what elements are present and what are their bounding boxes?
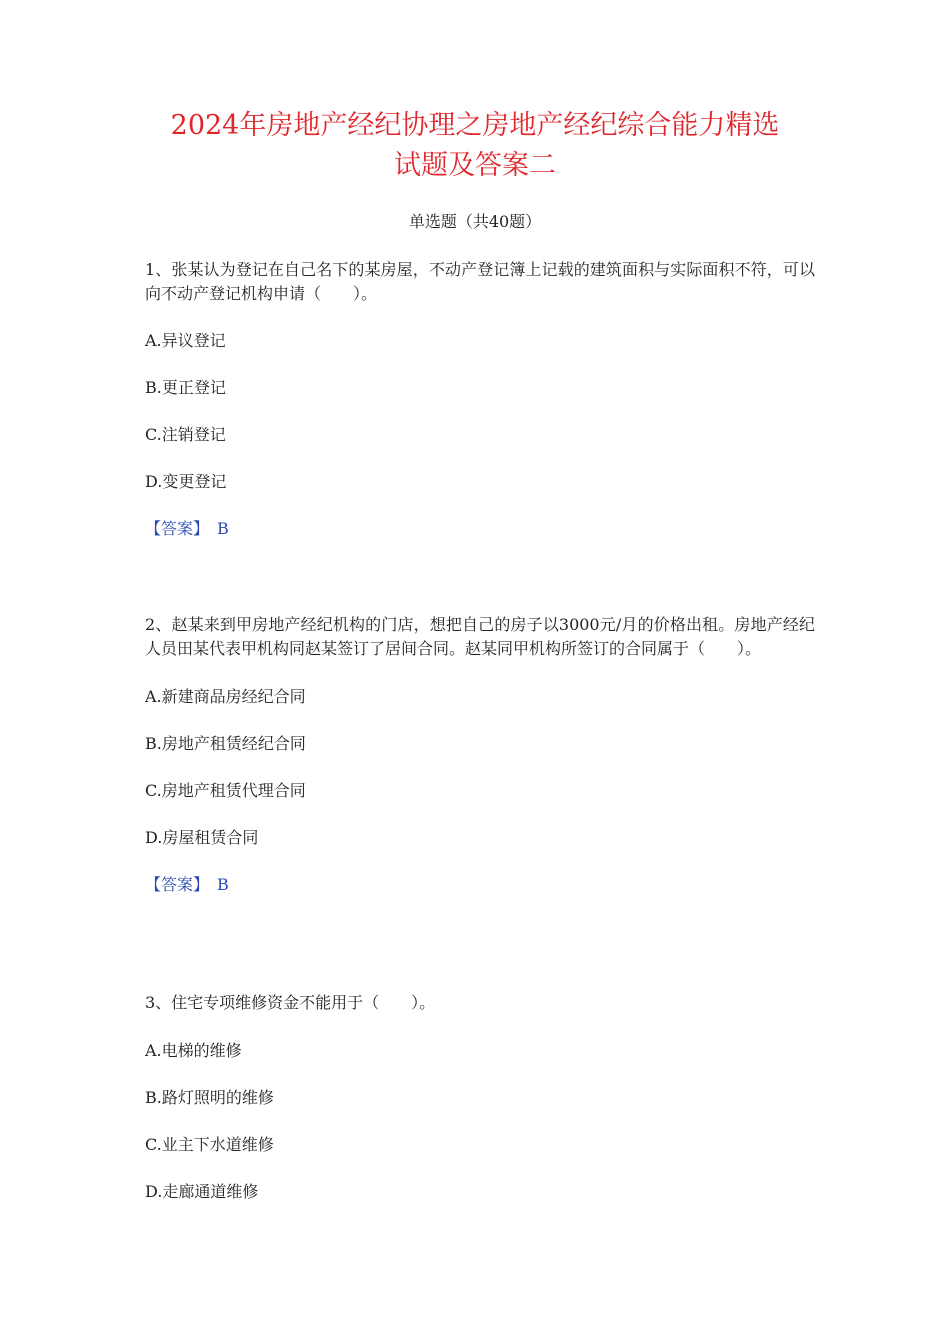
title-line-2: 试题及答案二 [394,150,556,181]
option-c: C.注销登记 [145,425,226,444]
option-c: C.房地产租赁代理合同 [145,781,306,800]
answer-label: 【答案】 [145,875,210,894]
question-stem: 2、赵某来到甲房地产经纪机构的门店，想把自己的房子以3000元/月的价格出租。房地产经纪人员田某代表甲机构同赵某签订了居间合同。赵某同甲机构所签订的合同属于（ ）。 [145,615,815,658]
section-heading: 单选题（共40题） [408,212,542,231]
answer [145,517,815,541]
answer [145,873,815,897]
question-stem: 3、住宅专项维修资金不能用于（ ）。 [145,993,436,1012]
option-c: C.业主下水道维修 [145,1135,274,1154]
answer-value: B [217,519,229,538]
option-a: A.电梯的维修 [145,1041,242,1060]
option-a: A.异议登记 [145,331,226,350]
option-d: D.房屋租赁合同 [145,828,259,847]
document-title [100,106,850,186]
question-stem: 1、张某认为登记在自己名下的某房屋，不动产登记簿上记载的建筑面积与实际面积不符，可以向不动产登记机构申请（ ）。 [145,260,815,303]
answer-value: B [217,875,229,894]
option-b: B.路灯照明的维修 [145,1088,274,1107]
title-line-1: 2024年房地产经纪协理之房地产经纪综合能力精选 [170,110,780,141]
question-1 [145,258,815,541]
option-d: D.变更登记 [145,472,227,491]
option-b: B.更正登记 [145,378,226,397]
question-2 [145,613,815,897]
option-d: D.走廊通道维修 [145,1182,259,1201]
question-3 [145,991,815,1204]
option-b: B.房地产租赁经纪合同 [145,734,306,753]
option-a: A.新建商品房经纪合同 [145,687,306,706]
answer-label: 【答案】 [145,519,210,538]
